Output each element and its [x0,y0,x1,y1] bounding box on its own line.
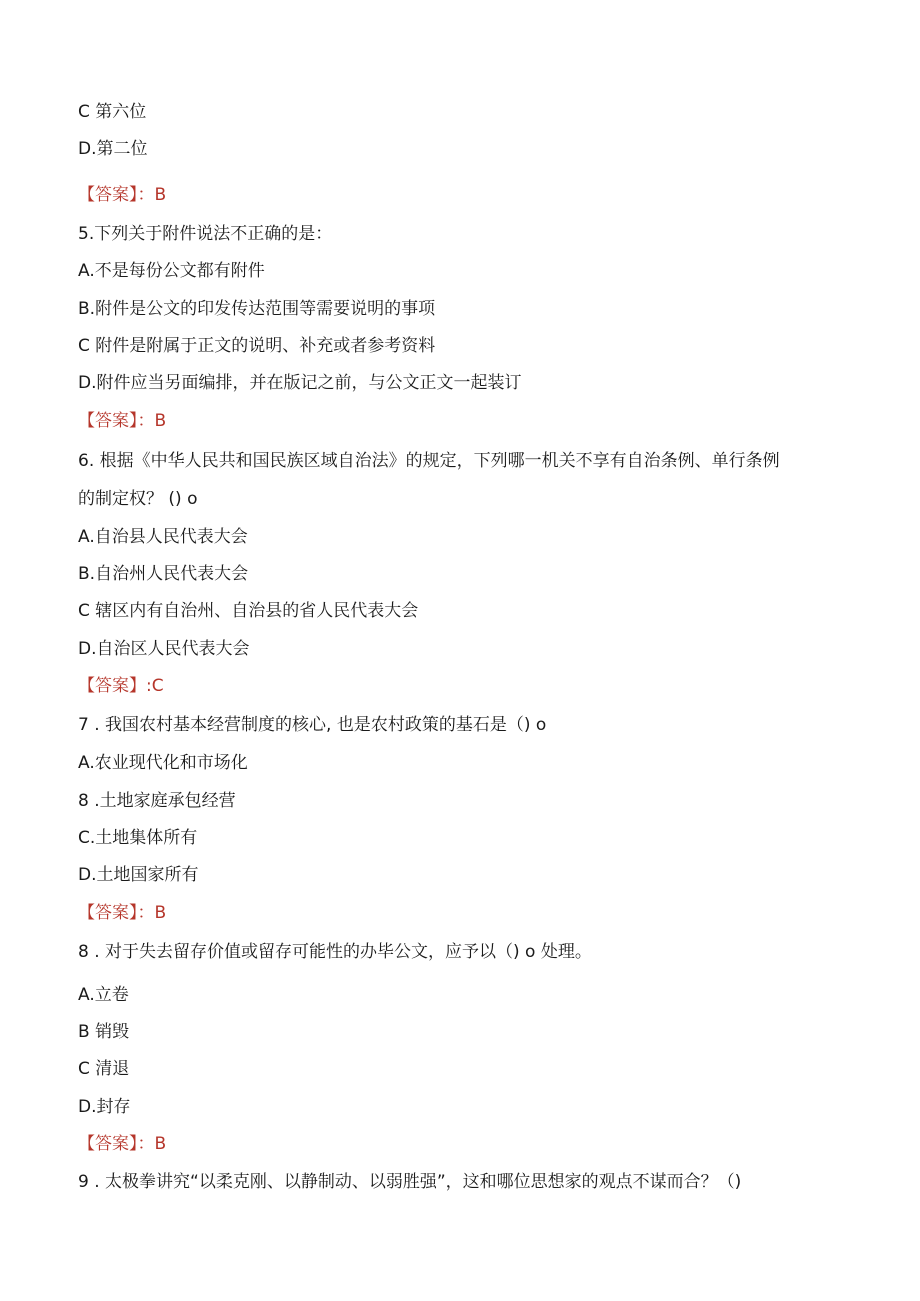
answer-line: 【答案】：B [78,1134,167,1154]
answer-line: 【答案】：B [78,411,167,431]
question-line: 8 . 对于失去留存价值或留存可能性的办毕公文，应予以（) o 处理。 [78,942,592,962]
option-line: A.农业现代化和市场化 [78,753,248,773]
option-line: B.附件是公文的印发传达范围等需要说明的事项 [78,299,436,319]
answer-line: 【答案】：B [78,185,167,205]
option-line: A.立卷 [78,985,129,1005]
answer-line: 【答案】：B [78,903,167,923]
question-line: 9 . 太极拳讲究“以柔克刚、以静制动、以弱胜强”，这和哪位思想家的观点不谋而合？（) [78,1172,742,1192]
question-line: 的制定权？ () o [78,489,198,509]
option-line: B.自治州人民代表大会 [78,564,249,584]
option-line: D.第二位 [78,139,148,159]
option-line: D.附件应当另面编排，并在版记之前，与公文正文一起装订 [78,373,522,393]
question-line: 6. 根据《中华人民共和国民族区域自治法》的规定，下列哪一机关不享有自治条例、单行条例 [78,451,780,471]
option-line: D.封存 [78,1097,131,1117]
answer-line: 【答案】:C [78,676,164,696]
option-line: A.不是每份公文都有附件 [78,261,265,281]
option-line: D.土地国家所有 [78,865,199,885]
option-line: C 辖区内有自治州、自治县的省人民代表大会 [78,601,419,621]
question-line: 5.下列关于附件说法不正确的是： [78,224,333,244]
option-line: 8 .土地家庭承包经营 [78,791,236,811]
option-line: D.自治区人民代表大会 [78,639,250,659]
option-line: B 销毁 [78,1022,130,1042]
option-line: C.土地集体所有 [78,828,198,848]
question-line: 7 . 我国农村基本经营制度的核心, 也是农村政策的基石是（) o [78,715,547,735]
option-line: C 第六位 [78,102,147,122]
option-line: C 附件是附属于正文的说明、补充或者参考资料 [78,336,436,356]
option-line: A.自治县人民代表大会 [78,527,248,547]
option-line: C 清退 [78,1059,130,1079]
